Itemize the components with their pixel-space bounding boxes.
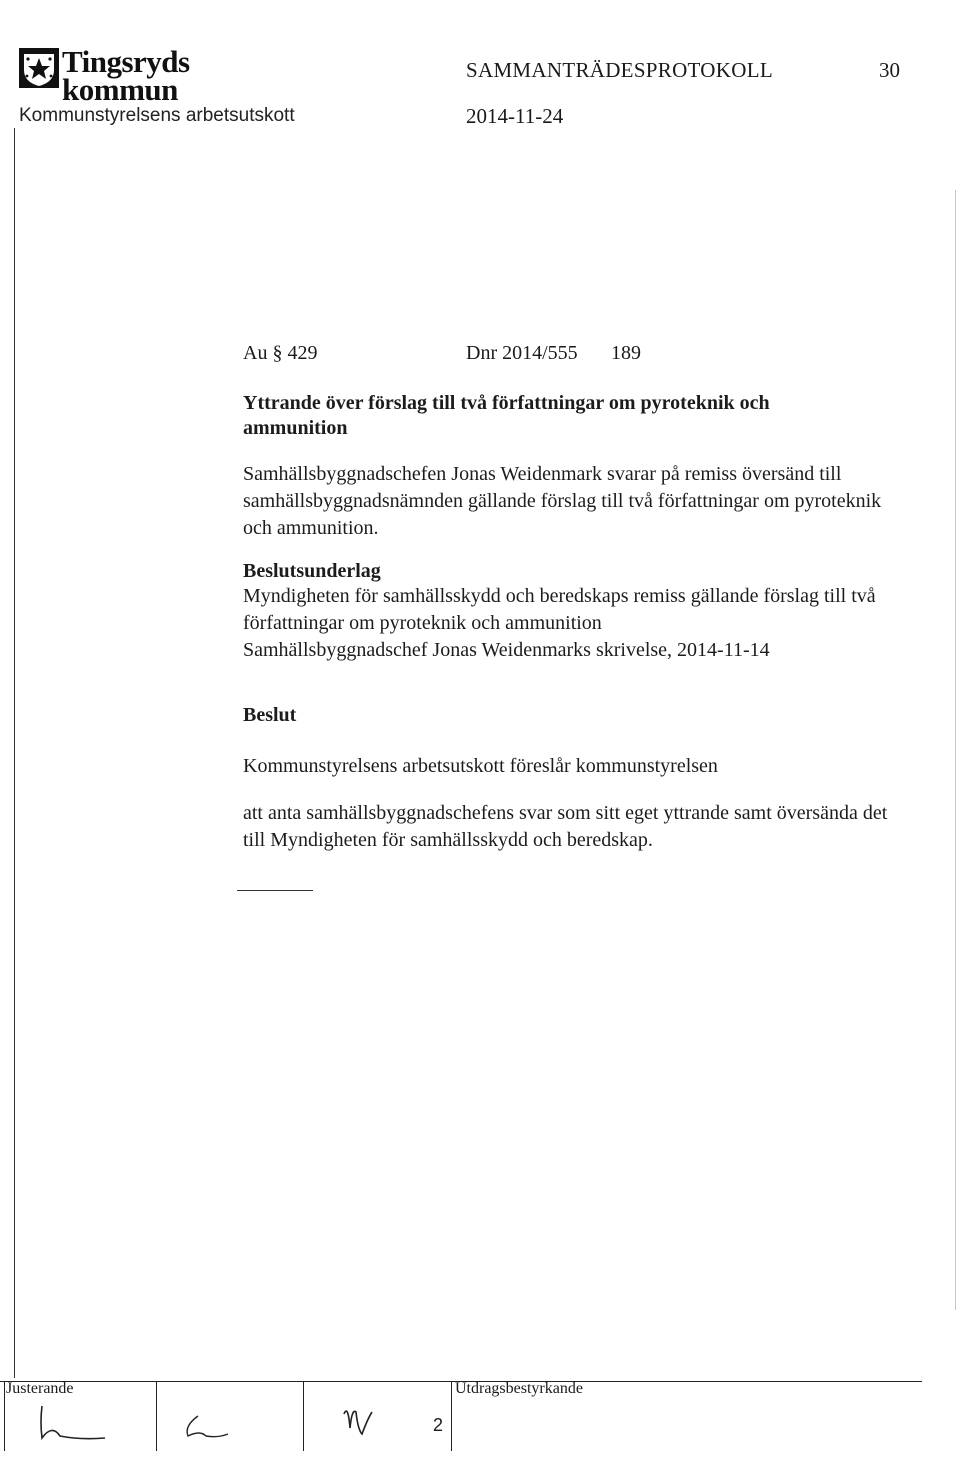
section-end-line bbox=[237, 890, 313, 891]
decision-att-clause: att anta samhällsbyggnadschefens svar som sitt eget yttrande samt översända det till Myndigheten för samhällsskydd och beredskap. bbox=[243, 802, 888, 851]
right-margin-line bbox=[955, 190, 956, 1310]
crown-star-shield-icon bbox=[19, 48, 59, 88]
page-number: 30 bbox=[879, 58, 900, 82]
underlag-item: Myndigheten för samhällsskydd och beredskaps remiss gällande förslag till två författningar om pyroteknik och ammunition bbox=[243, 585, 876, 634]
document-type: SAMMANTRÄDESPROTOKOLL bbox=[466, 58, 773, 82]
left-margin-line bbox=[14, 128, 15, 1378]
utdrag-label: Utdragsbestyrkande bbox=[455, 1380, 583, 1397]
footer-divider bbox=[303, 1381, 304, 1451]
signature-2 bbox=[170, 1410, 240, 1445]
case-intro: Samhällsbyggnadschefen Jonas Weidenmark svarar på remiss översänd till samhällsbyggnadsnämnden gällande förslag till två författningar om pyroteknik och ammunition. bbox=[243, 463, 882, 539]
signature-3 bbox=[338, 1398, 398, 1443]
underlag-item: Samhällsbyggnadschef Jonas Weidenmarks skrivelse, 2014-11-14 bbox=[243, 639, 770, 661]
meeting-date: 2014-11-24 bbox=[466, 104, 564, 128]
case-number: 189 bbox=[611, 342, 641, 364]
organization-name: Kommunstyrelsens arbetsutskott bbox=[19, 105, 295, 126]
brand-line-2: kommun bbox=[62, 72, 178, 107]
paragraph-ref: Au § 429 bbox=[243, 342, 318, 364]
underlag-list bbox=[243, 583, 903, 664]
dnr-ref: Dnr 2014/555 bbox=[466, 342, 578, 364]
signature-1 bbox=[30, 1402, 120, 1447]
footer-divider bbox=[156, 1381, 157, 1451]
footer-divider bbox=[4, 1381, 5, 1451]
underlag-heading: Beslutsunderlag bbox=[243, 560, 381, 582]
case-title: Yttrande över förslag till två författningar om pyroteknik och ammunition bbox=[243, 392, 770, 439]
decision-text: Kommunstyrelsens arbetsutskott föreslår kommunstyrelsen bbox=[243, 755, 718, 777]
footer-divider bbox=[451, 1381, 452, 1451]
municipality-logo bbox=[19, 48, 59, 88]
decision-heading: Beslut bbox=[243, 704, 297, 726]
brand-line-1: Tingsryds bbox=[62, 44, 190, 79]
handwritten-number: 2 bbox=[433, 1415, 444, 1435]
brand-name bbox=[62, 44, 190, 107]
justerande-label: Justerande bbox=[6, 1380, 74, 1397]
